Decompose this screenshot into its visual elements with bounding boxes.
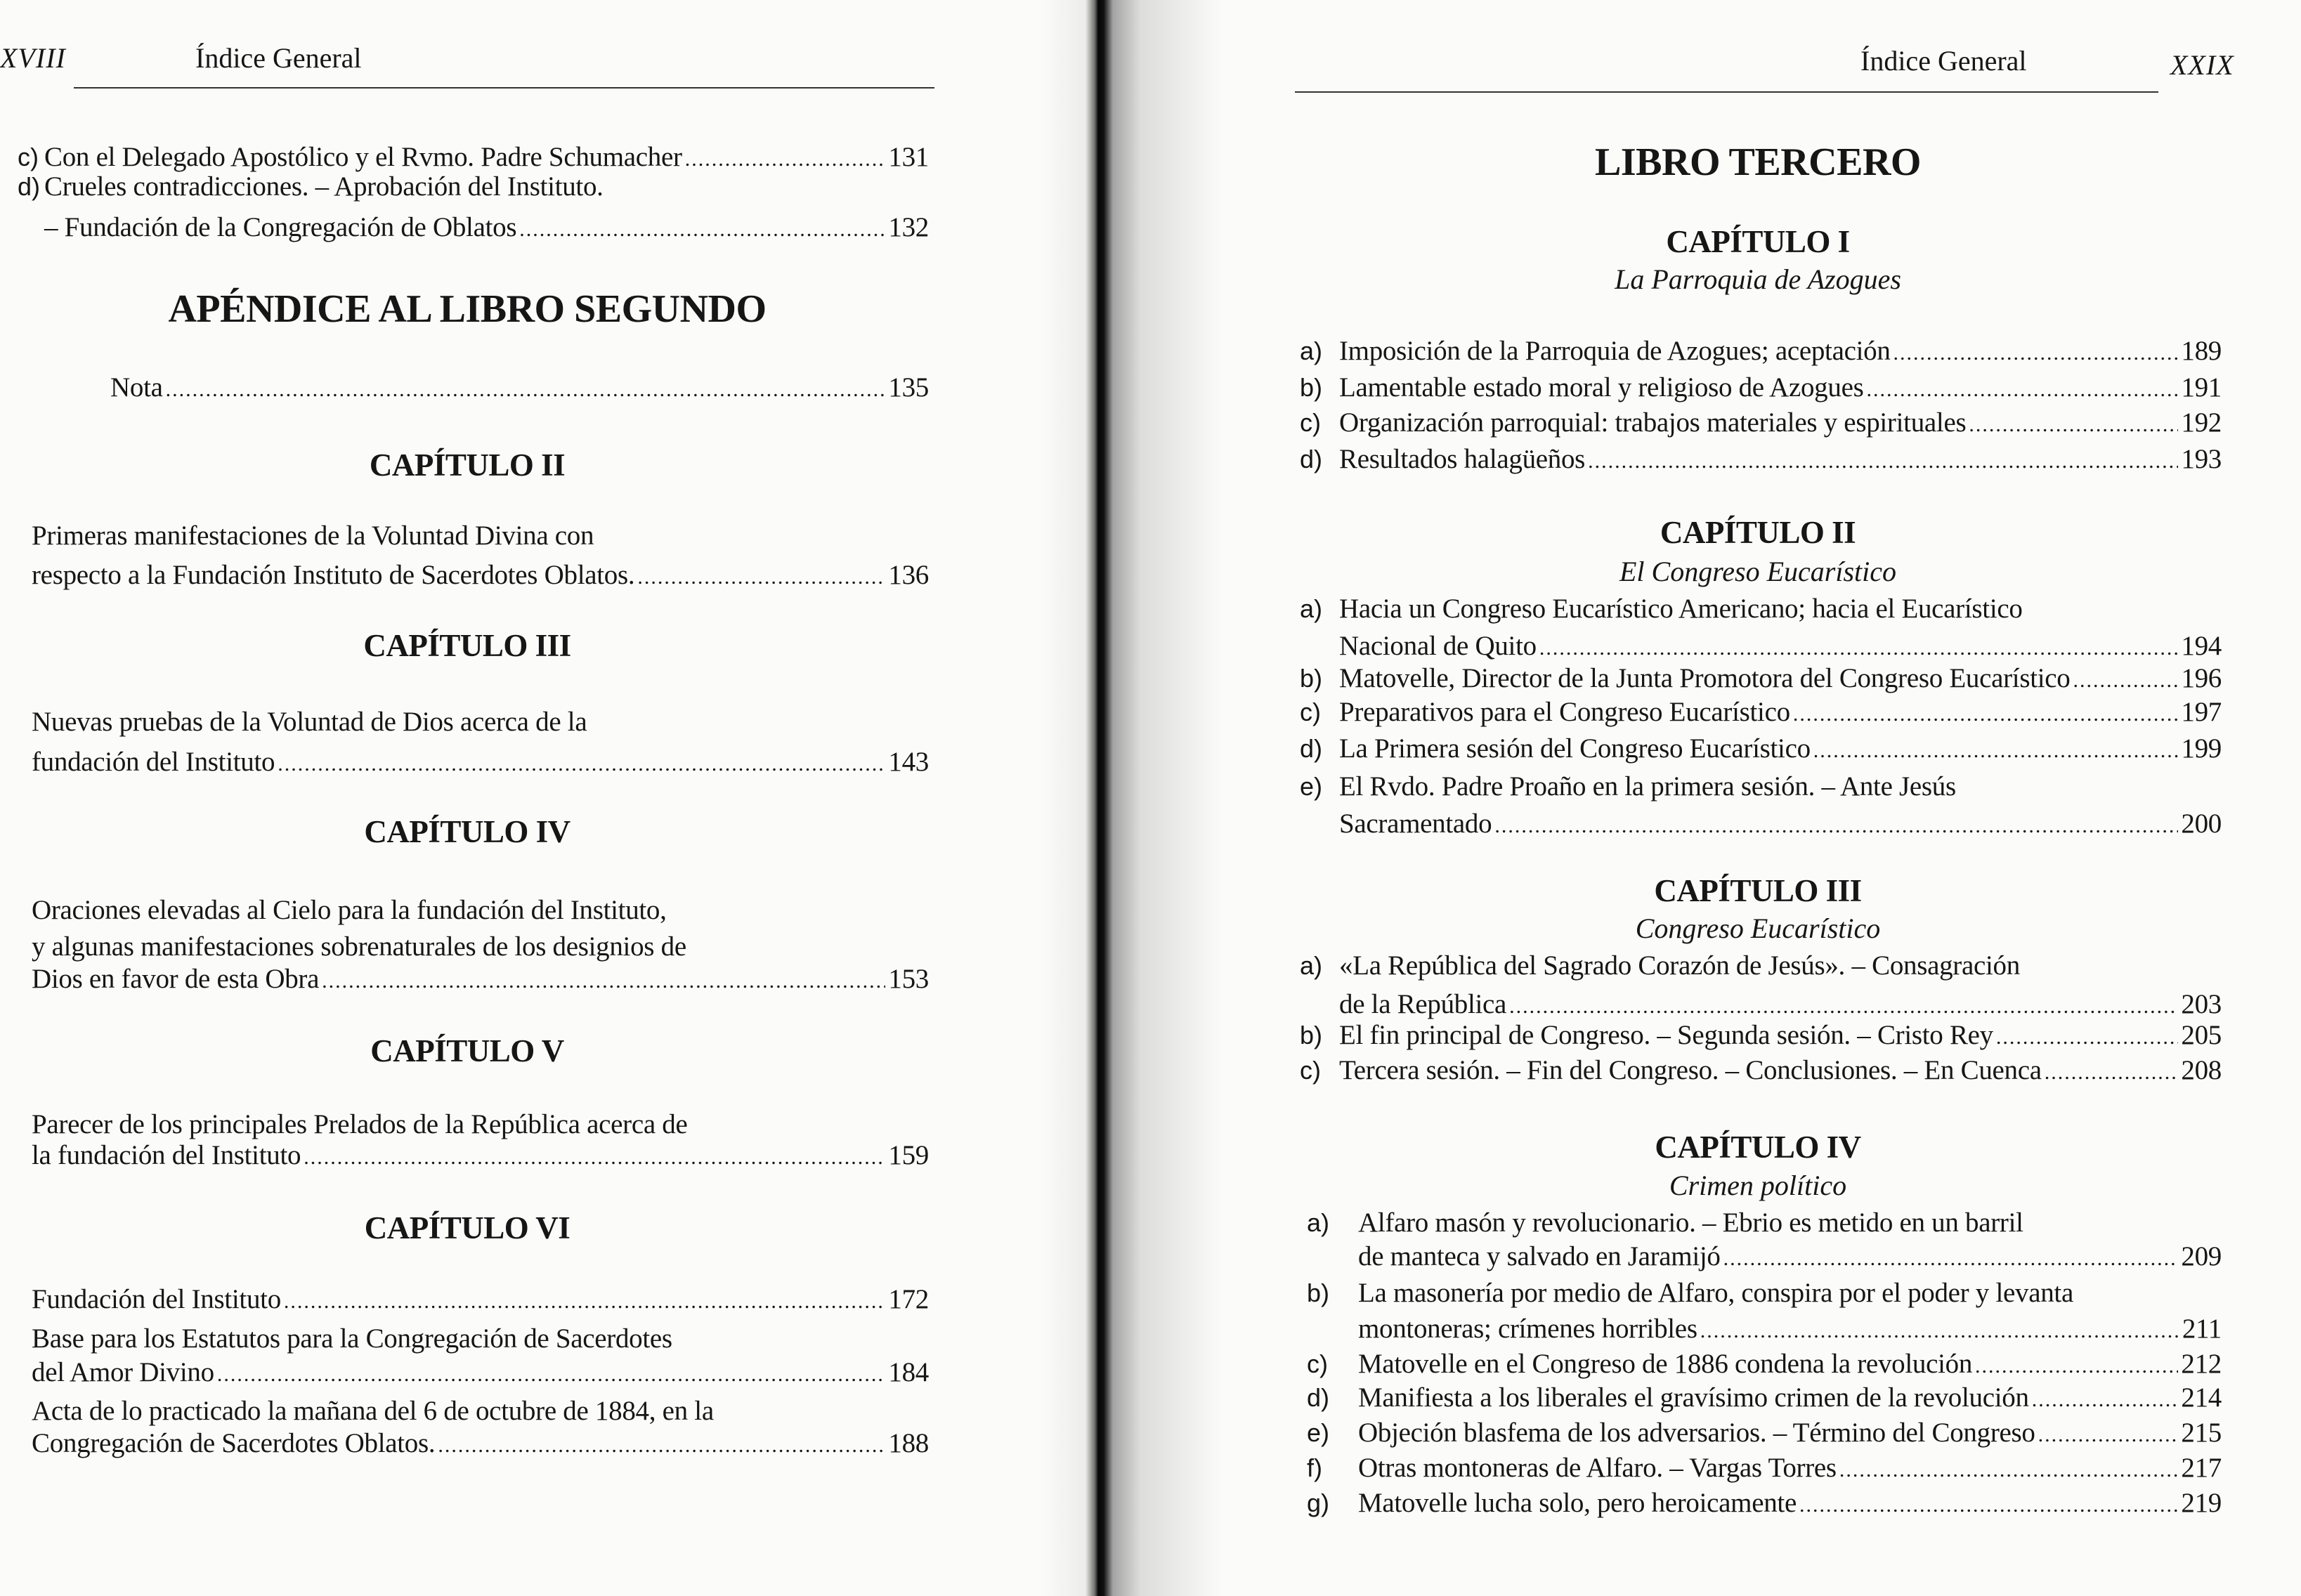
toc-entry-line [1339, 695, 2222, 732]
entry-label: d) [1300, 445, 1323, 473]
entry-title: Lamentable estado moral y religioso de Azogues [1339, 372, 1864, 403]
entry-label: c) [1300, 1056, 1321, 1085]
leader-dots [1969, 407, 2178, 443]
entry-page-number: 212 [2181, 1349, 2222, 1379]
entry-title: la fundación del Instituto [32, 1140, 301, 1170]
entry-label: a) [1300, 336, 1323, 365]
entry-label: c) [1300, 698, 1321, 726]
entry-page-number: 159 [888, 1140, 929, 1170]
section-heading: CAPÍTULO IV [1655, 1130, 1861, 1165]
toc-entry-line [32, 558, 929, 595]
entry-title: Resultados halagüeños [1339, 444, 1586, 474]
entry-label: f) [1307, 1453, 1322, 1482]
page-number: XVIII [0, 42, 66, 74]
toc-entry-line [32, 705, 587, 740]
leader-dots [2032, 1382, 2179, 1418]
header-rule [1295, 91, 2158, 93]
leader-dots [637, 560, 885, 595]
toc-entry-line [1339, 405, 2222, 443]
entry-title: Acta de lo practicado la mañana del 6 de octubre de 1884, en la [32, 1396, 714, 1426]
toc-entry-line [32, 893, 667, 928]
entry-page-number: 153 [888, 964, 929, 994]
toc-entry-line [1339, 370, 2222, 407]
entry-title: Con el Delegado Apostólico y el Rvmo. Padre Schumacher [44, 142, 682, 172]
leader-dots [2073, 663, 2178, 698]
entry-title: Dios en favor de esta Obra [32, 964, 320, 994]
toc-entry-line [1339, 334, 2222, 371]
leader-dots [278, 747, 885, 782]
entry-title: Otras montoneras de Alfaro. – Vargas Torres [1358, 1453, 1837, 1483]
leader-dots [1723, 1241, 2179, 1276]
entry-page-number: 199 [2181, 733, 2222, 764]
entry-title: respecto a la Fundación Instituto de Sacerdotes Oblatos. [32, 560, 635, 590]
leader-dots [1799, 1488, 2178, 1523]
toc-entry-line [44, 210, 929, 247]
header-rule [74, 87, 934, 89]
entry-title: Hacia un Congreso Eucarístico Americano; hacia el Eucarístico [1339, 594, 2023, 624]
toc-entry-line [1358, 1486, 2222, 1523]
toc-entry-line [32, 1426, 929, 1463]
entry-title: La Primera sesión del Congreso Eucarístico [1339, 733, 1811, 764]
entry-page-number: 131 [888, 142, 929, 172]
toc-entry-line [32, 1321, 672, 1356]
entry-title: Parecer de los principales Prelados de la República acerca de [32, 1109, 688, 1139]
entry-label: a) [1300, 951, 1323, 980]
entry-title: Base para los Estatutos para la Congregación de Sacerdotes [32, 1323, 672, 1354]
section-heading: CAPÍTULO VI [364, 1210, 571, 1246]
toc-entry-line [1339, 731, 2222, 768]
toc-entry-line [32, 962, 929, 999]
chapter-subtitle: La Parroquia de Azogues [1615, 263, 1901, 295]
leader-dots [519, 212, 885, 247]
toc-entry-line [32, 1282, 929, 1319]
entry-page-number: 193 [2181, 444, 2222, 474]
toc-entry-line [32, 518, 594, 554]
entry-page-number: 214 [2181, 1382, 2222, 1413]
toc-entry-line [32, 1107, 688, 1142]
entry-label: b) [1307, 1278, 1330, 1307]
leader-dots [1975, 1349, 2178, 1384]
entry-page-number: 188 [888, 1428, 929, 1458]
entry-page-number: 196 [2181, 663, 2222, 693]
leader-dots [166, 372, 886, 407]
entry-label: a) [1307, 1208, 1330, 1237]
section-heading: CAPÍTULO I [1666, 224, 1850, 260]
toc-entry-line [32, 1394, 714, 1429]
entry-page-number: 197 [2181, 697, 2222, 727]
entry-title: Preparativos para el Congreso Eucarístico [1339, 697, 1790, 727]
entry-page-number: 203 [2181, 989, 2222, 1019]
leader-dots [217, 1357, 886, 1392]
entry-title: Nota [110, 372, 163, 403]
leader-dots [304, 1140, 885, 1175]
entry-title: Imposición de la Parroquia de Azogues; aceptación [1339, 336, 1891, 366]
entry-title: montoneras; crímenes horribles [1358, 1314, 1697, 1344]
book-gutter-shadow [1040, 0, 1223, 1596]
entry-page-number: 217 [2181, 1453, 2222, 1483]
entry-title: – Fundación de la Congregación de Oblatos [44, 212, 517, 242]
chapter-subtitle: Congreso Eucarístico [1635, 913, 1881, 944]
running-header: Índice General [1860, 45, 2027, 77]
entry-label: d) [1307, 1383, 1330, 1412]
entry-page-number: 136 [888, 560, 929, 590]
chapter-subtitle: El Congreso Eucarístico [1619, 556, 1897, 587]
entry-title: Alfaro masón y revolucionario. – Ebrio es metido en un barril [1358, 1208, 2023, 1238]
leader-dots [1700, 1314, 2179, 1349]
entry-title: Oraciones elevadas al Cielo para la fundación del Instituto, [32, 895, 667, 925]
entry-title: El fin principal de Congreso. – Segunda sesión. – Cristo Rey [1339, 1020, 1993, 1050]
entry-title: de manteca y salvado en Jaramijó [1358, 1241, 1721, 1271]
leader-dots [685, 142, 886, 177]
entry-label: d) [1300, 734, 1323, 763]
entry-title: Manifiesta a los liberales el gravísimo crimen de la revolución [1358, 1382, 2029, 1413]
section-heading: CAPÍTULO IV [364, 814, 571, 850]
entry-label: c) [1307, 1349, 1328, 1378]
entry-label: b) [1300, 664, 1323, 693]
section-heading: CAPÍTULO III [363, 628, 571, 664]
entry-title: Nuevas pruebas de la Voluntad de Dios acerca de la [32, 707, 587, 737]
entry-label: d) [18, 172, 41, 201]
leader-dots [1813, 733, 2179, 768]
toc-entry-line [32, 745, 929, 782]
toc-entry-line [1339, 948, 2020, 983]
entry-title: La masonería por medio de Alfaro, conspira por el poder y levanta [1358, 1278, 2073, 1308]
entry-title: del Amor Divino [32, 1357, 214, 1387]
entry-label: c) [1300, 408, 1321, 437]
entry-label: g) [1307, 1489, 1330, 1517]
leader-dots [1996, 1020, 2179, 1055]
leader-dots [438, 1428, 885, 1463]
leader-dots [1866, 372, 2178, 407]
section-heading: CAPÍTULO III [1654, 873, 1862, 909]
entry-title: Nacional de Quito [1339, 631, 1537, 661]
toc-entry-line [1358, 1312, 2222, 1349]
entry-title: Objeción blasfema de los adversarios. – Término del Congreso [1358, 1418, 2035, 1448]
toc-entry-line [32, 929, 686, 964]
entry-page-number: 194 [2181, 631, 2222, 661]
leader-dots [2038, 1418, 2179, 1453]
entry-page-number: 135 [888, 372, 929, 403]
leader-dots [284, 1284, 885, 1319]
entry-page-number: 215 [2181, 1418, 2222, 1448]
entry-page-number: 172 [888, 1284, 929, 1314]
entry-label: c) [18, 143, 39, 171]
entry-title: Matovelle lucha solo, pero heroicamente [1358, 1488, 1797, 1518]
leader-dots [322, 964, 885, 999]
entry-title: Congregación de Sacerdotes Oblatos. [32, 1428, 436, 1458]
toc-entry-line [1339, 769, 1956, 804]
toc-entry-line [110, 370, 929, 407]
section-heading: LIBRO TERCERO [1595, 140, 1921, 184]
entry-page-number: 205 [2181, 1020, 2222, 1050]
entry-title: Organización parroquial: trabajos materiales y espirituales [1339, 407, 1967, 438]
toc-entry-line [1339, 1018, 2222, 1055]
entry-label: b) [1300, 1021, 1323, 1049]
entry-title: de la República [1339, 989, 1507, 1019]
entry-title: «La República del Sagrado Corazón de Jesús». – Consagración [1339, 950, 2020, 981]
entry-title: Fundación del Instituto [32, 1284, 281, 1314]
toc-entry-line [32, 1355, 929, 1392]
entry-label: e) [1307, 1418, 1330, 1447]
entry-page-number: 132 [888, 212, 929, 242]
leader-dots [2045, 1055, 2179, 1090]
toc-entry-line [32, 1138, 929, 1175]
toc-entry-line [1339, 661, 2222, 698]
entry-page-number: 200 [2181, 809, 2222, 839]
entry-page-number: 189 [2181, 336, 2222, 366]
entry-label: b) [1300, 373, 1323, 402]
toc-entry-line [1358, 1276, 2073, 1311]
entry-page-number: 219 [2181, 1488, 2222, 1518]
entry-page-number: 192 [2181, 407, 2222, 438]
toc-entry-line [1358, 1451, 2222, 1488]
page-number: XXIX [2170, 49, 2234, 81]
leader-dots [1588, 444, 2178, 479]
leader-dots [1839, 1453, 2179, 1488]
toc-entry-line [1358, 1205, 2023, 1241]
entry-title: Matovelle, Director de la Junta Promotora del Congreso Eucarístico [1339, 663, 2071, 693]
entry-label: e) [1300, 772, 1323, 801]
toc-entry-line [1358, 1347, 2222, 1384]
entry-title: Sacramentado [1339, 809, 1492, 839]
toc-entry-line [1358, 1239, 2222, 1276]
running-header: Índice General [195, 42, 362, 74]
toc-entry-line [1358, 1380, 2222, 1418]
section-heading: APÉNDICE AL LIBRO SEGUNDO [168, 287, 767, 331]
entry-title: y algunas manifestaciones sobrenaturales de los designios de [32, 931, 686, 962]
entry-title: Crueles contradicciones. – Aprobación del Instituto. [44, 171, 604, 202]
toc-entry-line [44, 169, 604, 204]
chapter-subtitle: Crimen político [1669, 1170, 1847, 1201]
entry-page-number: 191 [2181, 372, 2222, 403]
entry-page-number: 208 [2181, 1055, 2222, 1085]
leader-dots [1893, 336, 2179, 371]
entry-title: fundación del Instituto [32, 747, 275, 777]
entry-page-number: 211 [2182, 1314, 2222, 1344]
section-heading: CAPÍTULO V [370, 1033, 564, 1069]
entry-page-number: 184 [888, 1357, 929, 1387]
entry-page-number: 143 [888, 747, 929, 777]
toc-entry-line [1339, 806, 2222, 844]
toc-entry-line [1339, 1053, 2222, 1090]
entry-title: Matovelle en el Congreso de 1886 condena la revolución [1358, 1349, 1973, 1379]
leader-dots [1793, 697, 2179, 732]
entry-page-number: 209 [2181, 1241, 2222, 1271]
section-heading: CAPÍTULO II [369, 447, 566, 483]
leader-dots [1494, 809, 2178, 844]
entry-title: El Rvdo. Padre Proaño en la primera sesión. – Ante Jesús [1339, 771, 1956, 802]
section-heading: CAPÍTULO II [1660, 515, 1856, 551]
entry-label: a) [1300, 594, 1323, 623]
toc-entry-line [1358, 1415, 2222, 1453]
toc-entry-line [1339, 442, 2222, 479]
entry-title: Tercera sesión. – Fin del Congreso. – Conclusiones. – En Cuenca [1339, 1055, 2042, 1085]
toc-entry-line [1339, 591, 2023, 627]
entry-title: Primeras manifestaciones de la Voluntad Divina con [32, 521, 594, 551]
